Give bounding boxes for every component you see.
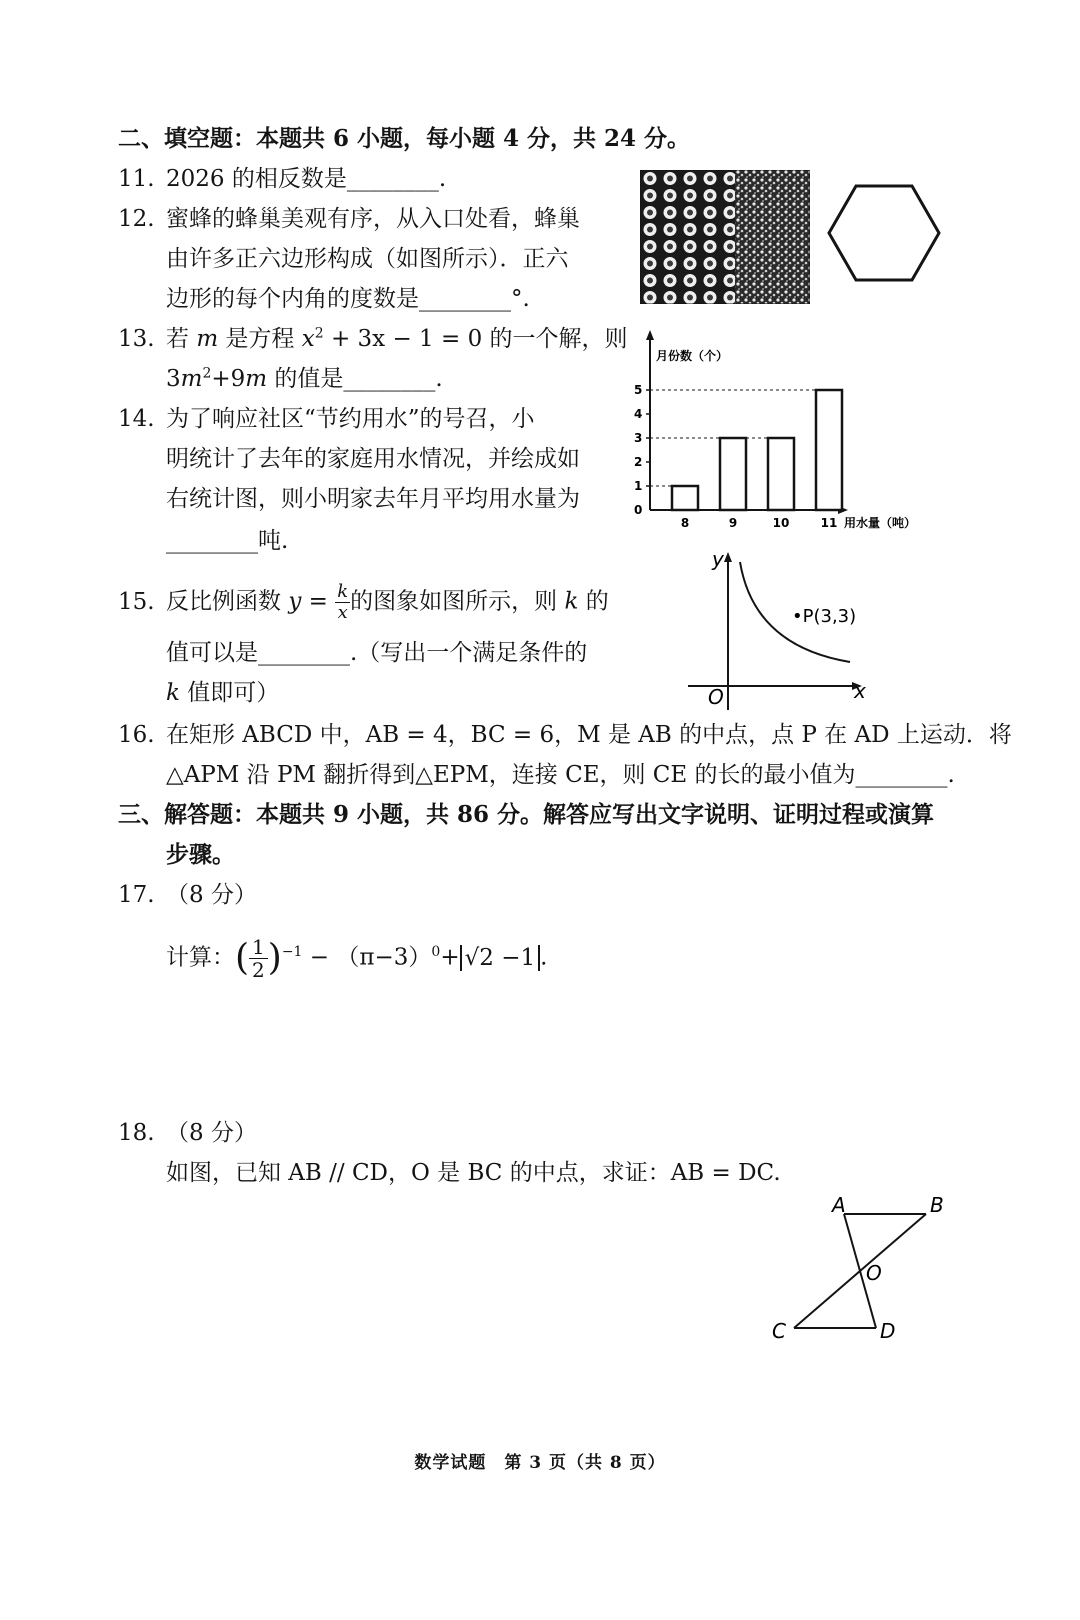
question-15-line-2: 值可以是________.（写出一个满足条件的: [166, 640, 588, 666]
bar-9: [720, 438, 746, 510]
bar-8: [672, 486, 698, 510]
honeycomb-photo: [640, 170, 810, 304]
question-15-line-3: k 值即可）: [166, 680, 280, 706]
question-13-line-1: 13. 若 m 是方程 $x^2 + 3x - 1 = 0$ 的一个解，则: [118, 325, 628, 352]
point-b-label: B: [930, 1193, 944, 1217]
y-tick-label: 4: [634, 407, 643, 421]
x-tick-label: 9: [728, 516, 738, 530]
point-a-label: A: [832, 1193, 846, 1217]
question-12-number: 12.: [118, 206, 155, 232]
question-16-line-2: △APM 沿 PM 翻折得到△EPM，连接 CE，则 CE 的长的最小值为________.: [166, 762, 955, 788]
page-footer: 数学试题 第 3 页（共 8 页）: [414, 1453, 666, 1473]
y-tick-label: 3: [634, 431, 643, 445]
geometry-figure: [770, 1192, 950, 1344]
question-18-number: 18.: [118, 1120, 155, 1146]
point-p-label: •P(3,3): [792, 606, 857, 627]
question-14-line-2: 明统计了去年的家庭用水情况，并绘成如: [166, 446, 580, 472]
x-tick-label: 11: [820, 516, 838, 530]
question-17-expression: 计算：( $\frac{1}{2}$ )$^{-1} - (\pi-3)^0+ √2 -1$ .: [166, 935, 548, 982]
question-13-number: 13.: [118, 326, 155, 352]
question-17-number: 17.: [118, 882, 155, 908]
question-13-line-2: $3m^2+9m$ 的值是________.: [166, 365, 443, 392]
question-18-header: 18. （8 分）: [118, 1120, 257, 1146]
question-12-line-1: 12. 蜜蜂的蜂巢美观有序，从入口处看，蜂巢: [118, 206, 580, 232]
point-d-label: D: [880, 1319, 896, 1343]
question-12-line-3: 边形的每个内角的度数是________°.: [166, 286, 530, 312]
absolute-value: √2 −1: [460, 945, 541, 971]
question-15-line-1: 15. 反比例函数 y = $\frac{k}{x}$ 的图象如图所示，则 k 的: [118, 581, 609, 623]
fraction-one-half: $\frac{1}{2}$: [249, 936, 268, 981]
question-14-number: 14.: [118, 406, 155, 432]
x-label: x: [854, 679, 866, 703]
hyperbola-graph: [684, 548, 874, 714]
y-tick-label: 5: [634, 383, 643, 397]
question-11-number: 11.: [118, 166, 155, 192]
answer-blank[interactable]: ________: [258, 640, 350, 666]
y-tick-label: 1: [634, 479, 643, 493]
fraction-k-over-x: $\frac{k}{x}$: [337, 581, 349, 623]
y-tick-label: 0: [634, 503, 643, 517]
question-16-line-1: 16. 在矩形 ABCD 中，AB = 4，BC = 6，M 是 AB 的中点，点 P 在 AD 上运动．将: [118, 722, 1012, 748]
y-axis-arrow: [646, 330, 654, 340]
bar-11: [816, 390, 842, 510]
point-c-label: C: [772, 1319, 786, 1343]
section-2-heading: 二、填空题：本题共 6 小题，每小题 4 分，共 24 分。: [118, 125, 691, 152]
section-3-heading-line-1: 三、解答题：本题共 9 小题，共 86 分。解答应写出文字说明、证明过程或演算: [118, 801, 935, 828]
answer-blank[interactable]: ________: [343, 366, 436, 392]
answer-blank[interactable]: ________: [166, 528, 258, 554]
question-14-line-4: ________吨.: [166, 528, 289, 554]
answer-blank[interactable]: ________: [419, 286, 511, 312]
bee-cluster: [735, 170, 810, 304]
question-12-line-2: 由许多正六边形构成（如图所示）．正六: [166, 246, 569, 272]
question-15-number: 15.: [118, 588, 155, 615]
question-18-text: 如图，已知 AB // CD，O 是 BC 的中点，求证：AB = DC.: [166, 1160, 781, 1186]
y-label: y: [712, 548, 724, 571]
water-usage-bar-chart: [620, 328, 940, 534]
y-axis-arrow: [724, 552, 732, 562]
y-axis-label: 月份数（个）: [656, 349, 729, 363]
answer-blank[interactable]: ________: [346, 166, 439, 192]
bar-10: [768, 438, 794, 510]
point-o-label: O: [866, 1261, 882, 1285]
origin-label: O: [708, 685, 724, 709]
answer-blank[interactable]: ________: [855, 762, 948, 788]
x-axis-label: 用水量（吨）: [844, 516, 917, 530]
question-14-line-1: 14. 为了响应社区“节约用水”的号召，小: [118, 406, 535, 432]
hexagon-figure: [826, 184, 942, 282]
question-17-header: 17. （8 分）: [118, 882, 257, 908]
x-tick-label: 10: [772, 516, 790, 530]
x-tick-label: 8: [680, 516, 690, 530]
question-14-line-3: 右统计图，则小明家去年月平均用水量为: [166, 486, 580, 512]
question-16-number: 16.: [118, 722, 155, 748]
question-11: 11. 2026 的相反数是________.: [118, 166, 447, 192]
section-3-heading-line-2: 步骤。: [166, 841, 235, 868]
y-tick-label: 2: [634, 455, 643, 469]
